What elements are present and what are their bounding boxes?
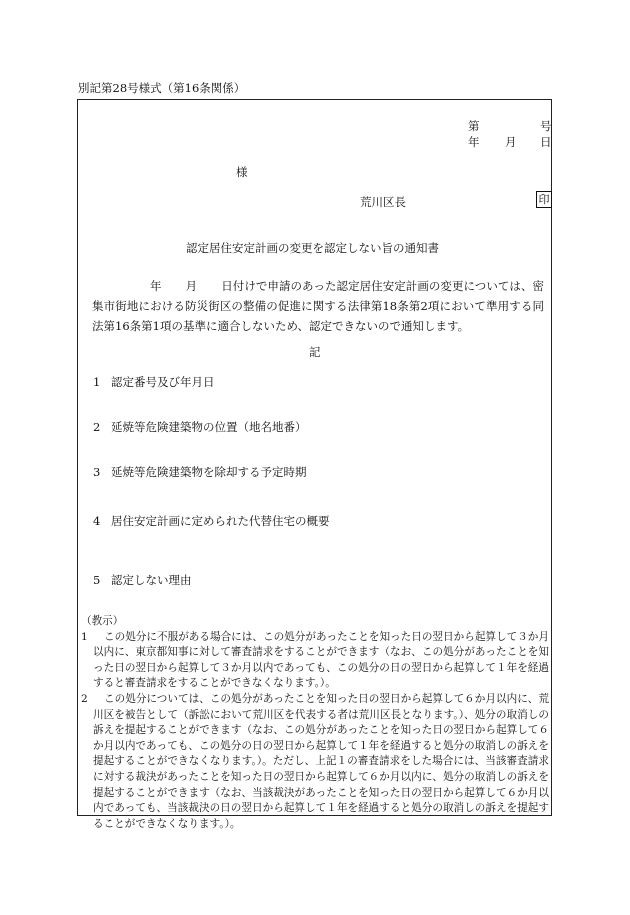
doc-number-prefix: 第	[468, 119, 480, 133]
note-text: この処分については、この処分があったことを知った日の翌日から起算して６か月以内に、荒川区を被告として（訴訟において荒川区を代表する者は荒川区長となります。）、処分の取消しの訴えを提起することができます（なお、この処分があったことを知った日の翌日から起算して６か月以内であっても、この処分の日の翌日から起算して１年を経過すると処分の取消しの訴えを提起することができなくなります。）。ただし、上記１の審査請求をした場合には、当該審査請求に対する裁決があったことを知った日の翌日から起算して６か月以内に、処分の取消しの訴えを提起することができます（なお、当該裁決があったことを知った日の翌日から起算して６か月以内であっても、当該裁決の日の翌日から起算して１年を経過すると処分の取消しの訴えを提起することができなくなります。）。	[93, 692, 549, 830]
item-label: 延焼等危険建築物を除却する予定時期	[111, 465, 307, 479]
note-number: 1	[81, 630, 88, 643]
date-year-label: 年	[468, 135, 480, 149]
item-label: 認定しない理由	[111, 573, 192, 587]
date-month-label: 月	[505, 135, 517, 149]
document-title: 認定居住安定計画の変更を認定しない旨の通知書	[186, 241, 439, 255]
addressee-suffix: 様	[236, 165, 248, 179]
body-month-label: 月	[185, 279, 198, 293]
list-item	[93, 374, 215, 390]
note-item	[81, 692, 549, 832]
instruction-notes	[81, 614, 549, 832]
item-number: 5	[93, 573, 101, 587]
item-label: 居住安定計画に定められた代替住宅の概要	[111, 514, 330, 528]
notes-heading: （教示）	[81, 615, 124, 627]
list-item	[93, 464, 307, 480]
list-item	[93, 513, 330, 529]
item-number: 1	[93, 375, 101, 389]
list-item	[93, 419, 307, 435]
item-number: 2	[93, 420, 101, 434]
item-number: 3	[93, 465, 101, 479]
ki-heading: 記	[309, 345, 321, 359]
seal-mark: 印	[536, 191, 552, 208]
list-item	[93, 572, 192, 588]
doc-number-suffix: 号	[540, 119, 552, 133]
note-text: この処分に不服がある場合には、この処分があったことを知った日の翌日から起算して３か月以内に、東京都知事に対して審査請求をすることができます（なお、この処分があったことを知った日の翌日から起算して３か月以内であっても、この処分の日の翌日から起算して１年を経過すると審査請求をすることができなくなります。）。	[93, 630, 549, 690]
item-label: 延焼等危険建築物の位置（地名地番）	[111, 420, 307, 434]
body-text: 日付けで申請のあった認定居住安定計画の変更については、密集市街地における防災街区の整備の促進に関する法律第18条第2項において準用する同法第16条第1項の基準に適合しないため、認定できないので通知します。	[92, 279, 545, 333]
date-day-label: 日	[540, 135, 552, 149]
item-number: 4	[93, 514, 101, 528]
sender-name: 荒川区長	[360, 195, 406, 209]
item-label: 認定番号及び年月日	[111, 375, 215, 389]
note-number: 2	[81, 692, 88, 705]
note-item	[81, 630, 549, 692]
body-year-label: 年	[150, 279, 162, 293]
form-caption: 別記第28号様式（第16条関係）	[78, 81, 246, 95]
notice-body	[92, 276, 544, 336]
